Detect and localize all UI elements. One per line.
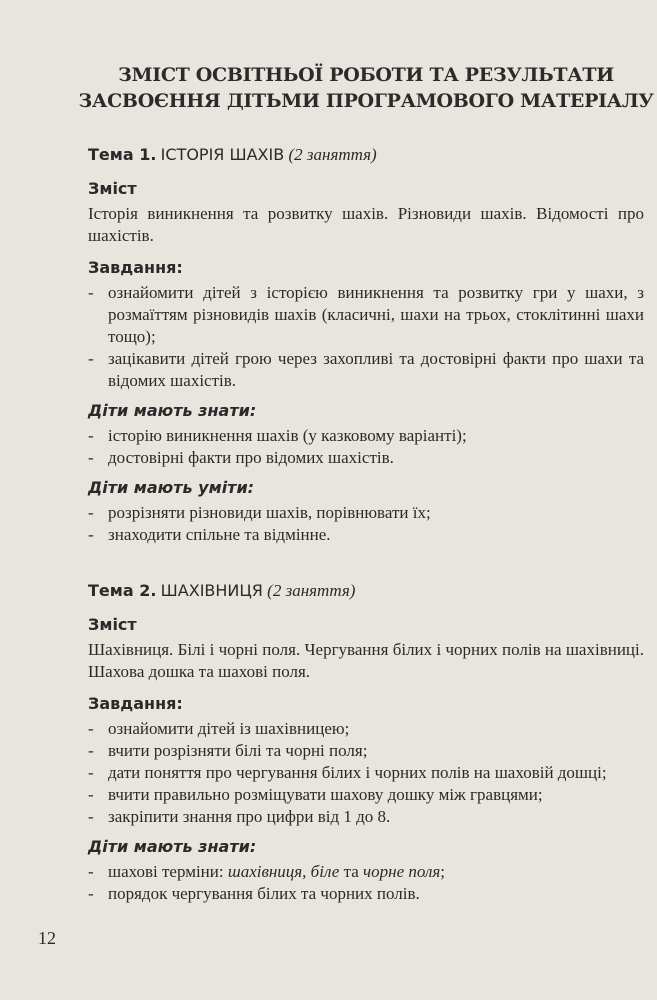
page-title — [68, 62, 657, 114]
bullet: - — [88, 807, 94, 826]
tasks-heading: Завдання: — [88, 694, 183, 713]
topic-name: ШАХІВНИЦЯ — [160, 581, 263, 600]
list-item — [88, 883, 644, 905]
content-heading: Зміст — [88, 615, 137, 634]
bullet: - — [88, 741, 94, 760]
tasks-list — [88, 718, 644, 828]
content-heading: Зміст — [88, 179, 137, 198]
list-item — [88, 348, 644, 392]
topic-sessions: (2 заняття) — [267, 581, 356, 600]
topic-sessions: (2 заняття) — [288, 145, 377, 164]
list-item — [88, 861, 644, 883]
list-item-text: ознайомити дітей із шахівницею; — [108, 719, 350, 738]
list-item — [88, 282, 644, 348]
bullet: - — [88, 426, 94, 445]
term: чорне поля — [363, 862, 441, 881]
list-item-text: історію виникнення шахів (у казковому варіанті); — [108, 426, 467, 445]
know-heading: Діти мають знати: — [88, 837, 257, 856]
list-item — [88, 447, 644, 469]
title-line: ЗАСВОЄННЯ ДІТЬМИ ПРОГРАМОВОГО МАТЕРІАЛУ — [78, 90, 654, 112]
list-item — [88, 762, 644, 784]
list-item — [88, 425, 644, 447]
list-item — [88, 524, 644, 546]
topic-name: ІСТОРІЯ ШАХІВ — [160, 145, 285, 164]
list-item-text: порядок чергування білих та чорних полів. — [108, 884, 420, 903]
list-item-text: шахові терміни: — [108, 862, 228, 881]
list-item-text: та — [339, 862, 364, 881]
bullet: - — [88, 719, 94, 738]
bullet: - — [88, 884, 94, 903]
know-list — [88, 425, 644, 469]
bullet: - — [88, 785, 94, 804]
list-item-text: вчити правильно розміщувати шахову дошку між гравцями; — [108, 785, 543, 804]
list-item — [88, 502, 644, 524]
title-line: ЗМІСТ ОСВІТНЬОЇ РОБОТИ ТА РЕЗУЛЬТАТИ — [118, 64, 614, 86]
list-item-text: достовірні факти про відомих шахістів. — [108, 448, 394, 467]
list-item — [88, 784, 644, 806]
know-heading: Діти мають знати: — [88, 401, 257, 420]
topic-label: Тема 1. — [88, 145, 157, 164]
bullet: - — [88, 525, 94, 544]
bullet: - — [88, 283, 94, 302]
topic-label: Тема 2. — [88, 581, 157, 600]
know-list — [88, 861, 644, 905]
can-list — [88, 502, 644, 546]
list-item-text: знаходити спільне та відмінне. — [108, 525, 331, 544]
page-content — [78, 62, 654, 905]
topic-1-heading — [88, 144, 644, 166]
term: шахівниця, біле — [227, 862, 340, 881]
list-item-text: зацікавити дітей грою через захопливі та достовірні факти про шахи та відомих шахістів. — [108, 349, 644, 390]
tasks-heading: Завдання: — [88, 258, 183, 277]
bullet: - — [88, 503, 94, 522]
bullet: - — [88, 862, 94, 881]
list-item-text: розрізняти різновиди шахів, порівнювати їх; — [108, 503, 431, 522]
content-text: Шахівниця. Білі і чорні поля. Чергування білих і чорних полів на шахівниці. Шахова дошка та шахові поля. — [88, 640, 644, 681]
can-heading: Діти мають уміти: — [88, 478, 255, 497]
list-item — [88, 740, 644, 762]
content-text: Історія виникнення та розвитку шахів. Різновиди шахів. Відомості про шахістів. — [88, 204, 644, 245]
bullet: - — [88, 349, 94, 368]
list-item-text: закріпити знання про цифри від 1 до 8. — [108, 807, 391, 826]
tasks-list — [88, 282, 644, 392]
list-item-text: дати поняття про чергування білих і чорних полів на шаховій дошці; — [108, 763, 607, 782]
list-item — [88, 806, 644, 828]
bullet: - — [88, 763, 94, 782]
topic-2-heading — [88, 580, 644, 602]
list-item-text: ; — [440, 862, 445, 881]
list-item-text: вчити розрізняти білі та чорні поля; — [108, 741, 368, 760]
page-number: 12 — [38, 928, 56, 948]
bullet: - — [88, 448, 94, 467]
list-item — [88, 718, 644, 740]
list-item-text: ознайомити дітей з історією виникнення та розвитку гри у шахи, з розмаїттям різновидів шахів (класичні, шахи на трьох, стоклітинні шахи тощо); — [108, 283, 644, 346]
